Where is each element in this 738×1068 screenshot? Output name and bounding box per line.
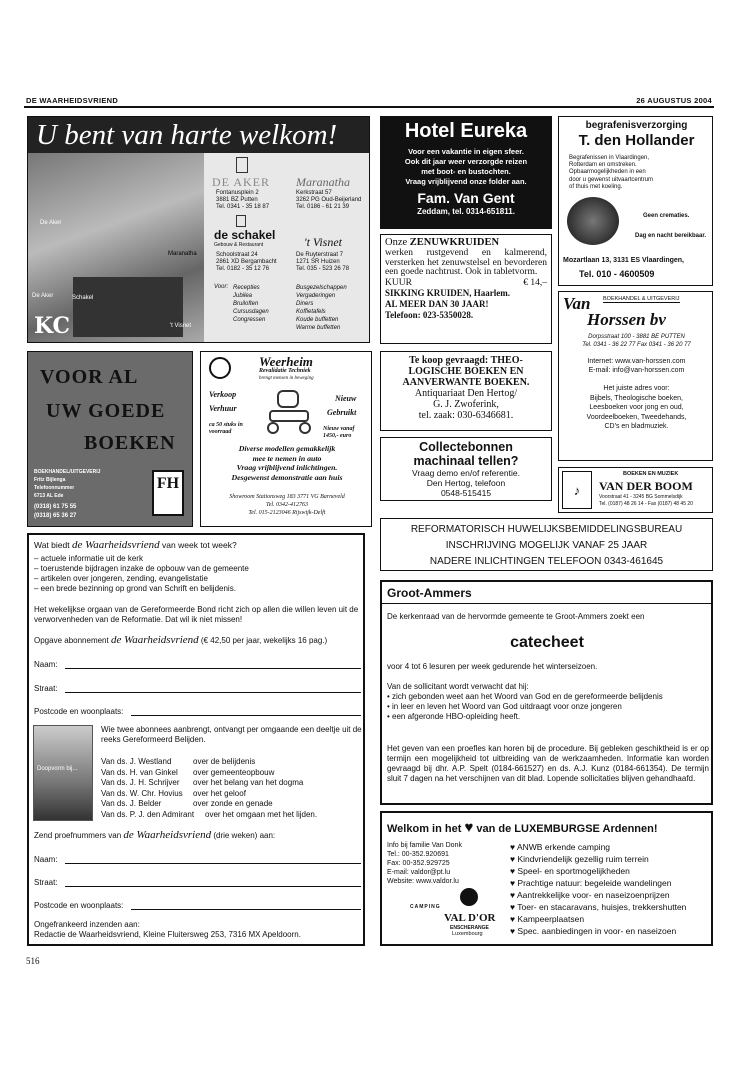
- zenuw-kuur: KUUR: [385, 277, 412, 288]
- book-topic: over zonde en genade: [193, 799, 273, 808]
- list-item: ♥ Aantrekkelijke voor- en naseizoenprijzen: [510, 889, 686, 901]
- collect-tel: 0548-515415: [440, 488, 492, 498]
- horssen-van: Van: [563, 294, 591, 313]
- book-topic: over de belijdenis: [193, 757, 256, 766]
- opgave-suffix: (€ 42,50 per jaar, wekelijks 16 pag.): [200, 636, 328, 645]
- zenuw-title-prefix: Onze: [385, 237, 408, 248]
- list-item: [101, 810, 317, 821]
- schakel-logo-icon: [236, 215, 246, 227]
- maranatha-address: Kerkstraat 57: [296, 190, 332, 196]
- magazine-name: de Waarheidsvriend: [123, 829, 212, 841]
- weerheim-slogan: brengt mensen in beweging: [259, 376, 314, 381]
- promo-text: Wie twee abonnees aanbrengt, ontvangt per omgaande een deeltje uit de reeks Gereformeerd Belijden.: [101, 725, 362, 744]
- service-item: Congressen: [233, 317, 266, 323]
- list-item: ♥ Prachtige natuur: begeleide wandelingen: [510, 877, 686, 889]
- logo-camping: CAMPING: [410, 904, 441, 910]
- straat-input[interactable]: [65, 692, 361, 693]
- maranatha-tel: Tel. 0186 - 61 21 39: [296, 204, 350, 210]
- weerheim-verhuur: Verhuur: [209, 404, 237, 413]
- naam2-label: Naam:: [34, 855, 58, 864]
- bullet-text: artikelen over jongeren, zending, evangelistatie: [40, 574, 208, 583]
- scooter-icon: [265, 384, 317, 436]
- eureka-text: [381, 147, 551, 187]
- gevraagd-line: Te koop gevraagd: THEO-: [409, 355, 523, 366]
- list-item: ♥ Kindvriendelijk gezellig ruim terrein: [510, 853, 686, 865]
- title-left: Welkom in het: [387, 823, 462, 835]
- boom-logo-icon: ♪: [562, 471, 592, 509]
- collect-ad: [380, 437, 552, 501]
- services-left: [233, 284, 269, 324]
- subscription-form: [27, 533, 365, 946]
- camping-logo-icon: [460, 888, 478, 906]
- horssen-ad: [558, 291, 713, 461]
- logo-country: Luxembourg: [452, 931, 483, 937]
- weerheim-line: mee te nemen in auto: [252, 453, 322, 463]
- hollander-address: Mozartlaan 13, 3131 ES Vlaardingen,: [563, 257, 684, 264]
- list-item: [101, 778, 317, 789]
- services-right: [296, 284, 347, 332]
- boeken-fax: (0318) 65 36 27: [34, 513, 77, 519]
- gevraagd-tel: tel. zaak: 030-6346681.: [418, 410, 514, 421]
- schakel-address: Schoolstraat 24: [216, 252, 258, 258]
- horssen-line: Bijbels, Theologische boeken,: [590, 394, 683, 402]
- eureka-line: Vraag vrijblijvend onze folder aan.: [405, 177, 527, 186]
- horssen-tagline: BOEKHANDEL & UITGEVERIJ: [603, 296, 680, 302]
- magazine-name: de Waarheidsvriend: [71, 539, 160, 551]
- bullet-text: actuele informatie uit de kerk: [40, 554, 143, 563]
- naam-input[interactable]: [65, 668, 361, 669]
- hollander-line: of thuis met koeling.: [569, 183, 623, 190]
- schakel-name: de schakel: [214, 228, 276, 242]
- opgave-line: [34, 634, 327, 646]
- subscription-intro: Het wekelijkse orgaan van de Gereformeerde Bond richt zich op allen die willen leven uit de verworvenheden van de Reformatie. Dat wil ik niet missen!: [34, 605, 359, 624]
- photo-caption-maranatha: Maranatha: [168, 251, 197, 257]
- zenuw-ad: [380, 234, 552, 344]
- wheelchair-icon: [209, 357, 231, 379]
- maranatha-name: Maranatha: [296, 175, 350, 189]
- book-author: Van ds. J. H. Schrijver: [101, 778, 180, 787]
- hollander-day-night: Dag en nacht bereikbaar.: [635, 233, 707, 239]
- contact-line: Fax: 00-352.929725: [387, 860, 450, 867]
- hollander-line: Rotterdam en omstreken.: [569, 162, 637, 169]
- book-author: Van ds. W. Chr. Hovius: [101, 788, 183, 798]
- boeken-tel: (0318) 61 75 55: [34, 504, 77, 510]
- visnet-city: 1271 SR Huizen: [296, 259, 340, 265]
- weerheim-price: Nieuw vanaf 1450,- euro: [323, 426, 355, 439]
- gevraagd-name: G. J. Zwoferink,: [433, 399, 499, 410]
- boom-name: VAN DER BOOM: [599, 479, 693, 493]
- zenuw-company: SIKKING KRUIDEN, Haarlem.: [385, 287, 511, 298]
- footer-line1: Ongefrankeerd inzenden aan:: [34, 920, 140, 929]
- gevraagd-ad: [380, 351, 552, 431]
- list-item: • zich gebonden weet aan het Woord van God en de gereformeerde belijdenis: [387, 692, 663, 701]
- welkom-ad: [27, 116, 370, 343]
- horssen-internet: Internet: www.van-horssen.com: [587, 358, 686, 365]
- weerheim-tel2: Tel. 015-2123046 Rijswijk-Delft: [248, 510, 326, 516]
- list-item: ♥ Kampeerplaatsen: [510, 913, 686, 925]
- catecheet-closing: Het geven van een proefles kan horen bij de procedure. Bij gebleken geschiktheid is er op termijn een mogelijkheid tot uitbreiding van de werkzaamheden. Informatie kan worden gevraagd bij dhr. A.P. Spelt (0184-661527) en ds. A.J. Kunz (0184-661354). De termijn sluit 7 dagen na het verschijnen van dit blad. Lopende sollicitaties blijven gehandhaafd.: [387, 744, 709, 783]
- opgave-prefix: Opgave abonnement: [34, 636, 109, 645]
- eureka-name: Fam. Van Gent: [417, 190, 515, 206]
- boeken-address: 6713 AL Ede: [34, 493, 64, 499]
- weerheim-ad: [200, 351, 372, 527]
- book-author: Van ds. J. Westland: [101, 757, 172, 766]
- hollander-line: door u gewenst uitvaartcentrum: [569, 176, 654, 183]
- zenuw-tel: Telefoon: 023-5350028.: [385, 309, 474, 320]
- service-item: Jubilea: [233, 293, 253, 299]
- boom-heading: BOEKEN EN MUZIEK: [623, 471, 679, 477]
- boom-tel: Tel. (0187) 48 26 14 - Fax (0187) 48 45 20: [599, 501, 693, 507]
- weerheim-stock: ca 50 stuks in voorraad: [209, 422, 243, 435]
- schakel-sub: Gebouw & Restaurant: [214, 242, 264, 248]
- luxemburg-features: [510, 841, 686, 937]
- book-topic: over het geloof: [193, 788, 246, 798]
- boom-address: Voorstraat 41 - 3245 BG Sommelsdijk: [599, 494, 683, 500]
- boeken-line1: VOOR AL: [40, 366, 139, 388]
- logo-name: VAL D'OR: [444, 912, 496, 924]
- weerheim-nieuw: Nieuw: [335, 394, 357, 403]
- magazine-name: de Waarheidsvriend: [110, 634, 199, 646]
- aker-city: 3881 BZ Putten: [216, 197, 258, 203]
- gevraagd-line: LOGISCHE BOEKEN EN: [408, 366, 524, 377]
- huwelijk-line2: INSCHRIJVING MOGELIJK VANAF 25 JAAR: [445, 540, 648, 551]
- weerheim-gebruikt: Gebruikt: [327, 408, 357, 417]
- service-item: Vergaderingen: [296, 293, 336, 299]
- aker-logo-icon: [236, 157, 248, 173]
- photo-caption-schakel: Schakel: [72, 295, 94, 301]
- zenuw-title: ZENUWKRUIDEN: [409, 237, 500, 248]
- kc-logo: KC: [34, 313, 71, 339]
- fh-logo: FH: [152, 470, 184, 516]
- postcode2-label: Postcode en woonplaats:: [34, 901, 124, 910]
- proef-suffix: (drie weken) aan:: [213, 831, 276, 840]
- catecheet-title: catecheet: [510, 634, 584, 651]
- photo-caption-aker: De Aker: [32, 293, 54, 299]
- req-text: in leer en leven het Woord van God uitdraagt voor onze jongeren: [392, 702, 622, 711]
- list-item: ♥ ANWB erkende camping: [510, 841, 686, 853]
- footer-line2: Redactie de Waarheidsvriend, Kleine Fluitersweg 253, 7316 MX Apeldoorn.: [34, 930, 301, 939]
- hollander-line: Opbaarmogelijkheden in een: [569, 169, 646, 176]
- contact-line: Tel.: 00-352.920691: [387, 851, 449, 858]
- straat2-input[interactable]: [65, 886, 361, 887]
- header-rule: [24, 106, 714, 108]
- boeken-company: BOEKHANDEL/UITGEVERIJ: [34, 469, 101, 475]
- luxemburg-title: [387, 819, 658, 836]
- list-item: ♥ Toer- en stacaravans, huisjes, trekkershutten: [510, 901, 686, 913]
- huwelijk-ad: [380, 518, 713, 571]
- luxemburg-contact: [387, 841, 462, 886]
- welkom-banner: U bent van harte welkom!: [36, 119, 338, 151]
- visnet-tel: Tel. 035 - 523 26 78: [296, 266, 350, 272]
- proef-prefix: Zend proefnummers van: [34, 831, 122, 840]
- photo-caption-aker-2: De Aker: [40, 220, 62, 226]
- list-item: – een brede bezinning op grond van Schrift en belijdenis.: [34, 584, 236, 593]
- list-item: • een afgeronde HBO-opleiding heeft.: [387, 712, 521, 721]
- service-item: Warme buffetten: [296, 325, 341, 331]
- subscription-question: [34, 539, 237, 551]
- req-text: zich gebonden weet aan het Woord van God en de gereformeerde belijdenis: [392, 692, 663, 701]
- bullet-text: een brede bezinning op grond van Schrift en belijdenis.: [40, 584, 236, 593]
- question-suffix: van week tot week?: [162, 540, 237, 550]
- req-text: een afgeronde HBO-opleiding heeft.: [392, 712, 521, 721]
- hollander-name: T. den Hollander: [578, 132, 695, 149]
- book-cover-title: Doopvorm bij...: [37, 766, 78, 772]
- contact-line: Info bij familie Van Donk: [387, 842, 462, 849]
- weerheim-line: Desgewenst demonstratie aan huis: [231, 472, 343, 482]
- weerheim-lines: [201, 444, 372, 482]
- hearse-photo: [567, 197, 619, 245]
- huwelijk-line1: REFORMATORISCH HUWELIJKSBEMIDDELINGSBUREAU: [410, 524, 683, 535]
- horssen-email: E-mail: info@van-horssen.com: [588, 367, 685, 374]
- schakel-city: 2861 XD Bergambacht: [216, 259, 277, 265]
- aker-address: Fontanusplein 2: [216, 190, 259, 196]
- service-item: Bruiloften: [233, 301, 259, 307]
- boom-ad: [558, 467, 713, 513]
- list-item: [101, 757, 317, 768]
- photo-caption-visnet: 't Visnet: [170, 323, 192, 329]
- catecheet-intro: De kerkenraad van de hervormde gemeente te Groot-Ammers zoekt een: [387, 612, 645, 621]
- luxemburg-ad: [380, 811, 713, 946]
- aker-name: DE AKER: [212, 175, 270, 189]
- horssen-line: CD's en bladmuziek.: [604, 423, 669, 430]
- hollander-text: [569, 155, 653, 191]
- list-item: ♥ Spec. aanbiedingen in voor- en naseizoen: [510, 925, 686, 937]
- eureka-ad: [380, 116, 552, 229]
- horssen-services: [559, 384, 713, 432]
- hollander-tel: Tel. 010 - 4600509: [579, 269, 655, 279]
- zenuw-body: werken rustgevend en kalmerend, versterken het zenuwstelsel en bevorderen een goede nachtrust. Ook in tabletvorm.: [385, 248, 547, 277]
- zenuw-price: € 14,–: [523, 277, 547, 288]
- contact-line: Website: www.valdor.lu: [387, 878, 459, 885]
- eureka-line: met boot- en bustochten.: [421, 167, 511, 176]
- weerheim-showroom: Showroom Stationsweg 183 3771 VG Barneveld: [229, 494, 345, 500]
- venue-photo-night: [73, 277, 183, 337]
- naam-label: Naam:: [34, 660, 58, 669]
- eureka-line: Ook dit jaar weer verzorgde reizen: [404, 157, 528, 166]
- collect-title1: Collectebonnen: [419, 440, 513, 454]
- straat-label: Straat:: [34, 684, 58, 693]
- hollander-no-cremation: Geen crematies.: [643, 213, 690, 219]
- weerheim-sub: Revalidatie Techniek: [259, 368, 311, 374]
- book-topic: over het belang van het dogma: [193, 778, 304, 787]
- list-item: [101, 799, 317, 810]
- heart-icon: ♥: [464, 819, 474, 836]
- list-item: [101, 768, 317, 779]
- catecheet-hours: voor 4 tot 6 lesuren per week gedurende het winterseizoen.: [387, 662, 598, 671]
- eureka-contact: Zeddam, tel. 0314-651811.: [417, 207, 515, 216]
- title-right: van de LUXEMBURGSE Ardennen!: [476, 823, 658, 835]
- catecheet-rule: [382, 603, 712, 604]
- subscription-bullets: [34, 554, 249, 594]
- issue-date: 26 AUGUSTUS 2004: [636, 96, 712, 105]
- horssen-address: Dorpsstraat 100 - 3881 BE PUTTEN: [588, 334, 685, 340]
- logo-place: ENSCHERANGE: [450, 925, 489, 931]
- book-topic: over gemeenteopbouw: [193, 767, 275, 777]
- catecheet-ad: [380, 580, 713, 805]
- service-item: Busgezelschappen: [296, 285, 347, 291]
- straat2-label: Straat:: [34, 878, 58, 887]
- book-author: Van ds. H. van Ginkel: [101, 767, 178, 777]
- gevraagd-heading: [381, 355, 551, 388]
- weerheim-tel1: Tel. 0342-412763: [265, 502, 309, 508]
- book-topic: over het omgaan met het lijden.: [205, 809, 318, 819]
- catecheet-reqs: [387, 692, 709, 722]
- book-cover-photo: [33, 725, 93, 821]
- boeken-line3: BOEKEN: [84, 432, 176, 454]
- maranatha-city: 3262 PG Oud-Beijerland: [296, 197, 362, 203]
- eureka-title: Hotel Eureka: [404, 120, 528, 142]
- naam2-input[interactable]: [65, 863, 361, 864]
- service-item: Recepties: [233, 285, 260, 291]
- boeken-ad: [27, 351, 193, 527]
- visnet-address: De Ruyterstraat 7: [296, 252, 344, 258]
- postcode-input[interactable]: [131, 715, 361, 716]
- bullet-text: toerustende bijdragen inzake de opbouw van de gemeente: [40, 564, 249, 573]
- boeken-line2: UW GOEDE: [46, 400, 166, 422]
- list-item: • in leer en leven het Woord van God uitdraagt voor onze jongeren: [387, 702, 622, 711]
- service-item: Koffietafels: [296, 309, 326, 315]
- list-item: ♥ Speel- en sportmogelijkheden: [510, 865, 686, 877]
- question-prefix: Wat biedt: [34, 540, 70, 550]
- hollander-ad: [558, 116, 713, 286]
- collect-title2: machinaal tellen?: [413, 454, 519, 468]
- horssen-line: Leesboeken voor jong en oud,: [589, 404, 684, 411]
- publication-header: DE WAARHEIDSVRIEND: [26, 96, 119, 105]
- service-item: Diners: [296, 301, 314, 307]
- horssen-line: Voordeelboeken, Tweedehands,: [586, 413, 687, 421]
- service-item: Cursusdagen: [233, 309, 269, 315]
- proef-line: [34, 829, 275, 841]
- schakel-tel: Tel. 0182 - 35 12 76: [216, 266, 270, 272]
- zenuw-years: AL MEER DAN 30 JAAR!: [385, 298, 489, 309]
- book-list: [101, 757, 317, 820]
- boeken-owner: Fritz Bijlenga: [34, 477, 66, 483]
- weerheim-line: Diverse modellen gemakkelijk: [238, 444, 336, 453]
- postcode-label: Postcode en woonplaats:: [34, 707, 124, 716]
- hollander-heading: begrafenisverzorging: [585, 120, 688, 131]
- catecheet-expect: Van de sollicitant wordt verwacht dat hij:: [387, 682, 529, 691]
- list-item: – artikelen over jongeren, zending, evangelistatie: [34, 574, 208, 583]
- collect-line2: Den Hertog, telefoon: [426, 478, 506, 488]
- contact-line: E-mail: valdor@pt.lu: [387, 869, 451, 876]
- list-item: – toerustende bijdragen inzake de opbouw van de gemeente: [34, 564, 249, 573]
- gevraagd-line: AANVERWANTE BOEKEN.: [402, 377, 530, 388]
- horssen-phone: Tel. 0341 - 36 22 77 Fax 0341 - 36 20 77: [582, 342, 691, 348]
- huwelijk-line3: NADERE INLICHTINGEN TELEFOON 0343-461645: [429, 556, 664, 567]
- hollander-line: Begrafenissen in Vlaardingen,: [569, 155, 650, 161]
- boeken-extra: Telefoonnummer: [34, 485, 75, 491]
- service-item: Koude buffetten: [296, 317, 339, 323]
- aker-tel: Tel. 0341 - 35 18 87: [216, 204, 270, 210]
- horssen-line: Het juiste adres voor:: [603, 385, 670, 392]
- book-author: Van ds. J. Belder: [101, 799, 162, 808]
- list-item: – actuele informatie uit de kerk: [34, 554, 143, 563]
- voor-label: Voor:: [214, 284, 229, 290]
- weerheim-verkoop: Verkoop: [209, 390, 237, 399]
- horssen-name: Horssen bv: [587, 310, 666, 329]
- visnet-name: 't Visnet: [304, 235, 343, 249]
- list-item: [101, 789, 317, 800]
- weerheim-name: Weerheim: [259, 354, 313, 369]
- gevraagd-antiquariaat: Antiquariaat Den Hertog/: [414, 388, 518, 399]
- eureka-line: Voor een vakantie in eigen sfeer.: [408, 147, 524, 156]
- page-number: 516: [26, 956, 40, 966]
- postcode2-input[interactable]: [131, 909, 361, 910]
- weerheim-line: Vraag vrijblijvend inlichtingen.: [236, 463, 338, 472]
- catecheet-place: Groot-Ammers: [387, 586, 472, 600]
- collect-line1: Vraag demo en/of referentie.: [412, 468, 520, 478]
- book-author: Van ds. P. J. den Admirant: [101, 809, 195, 819]
